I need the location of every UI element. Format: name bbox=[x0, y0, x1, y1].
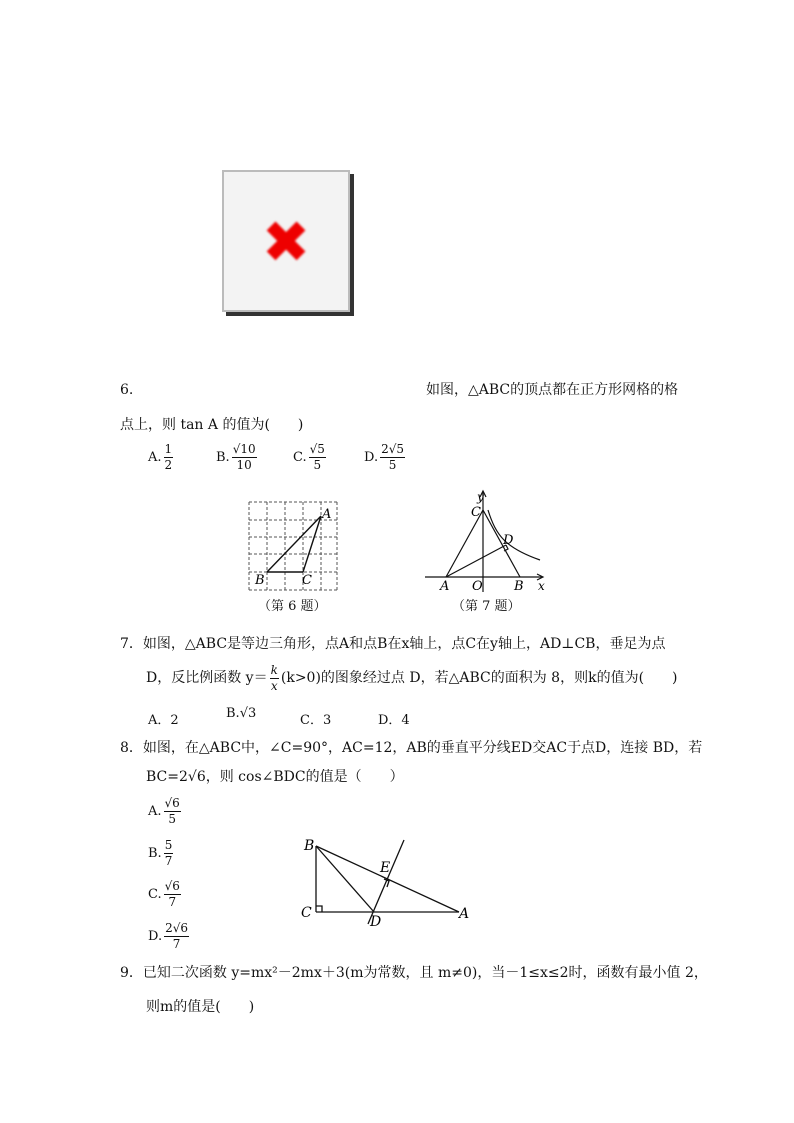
q8-line1: 8．如图，在△ABC中，∠C=90°，AC=12，AB的垂直平分线ED交AC于点D，连接 BD，若 bbox=[120, 740, 703, 756]
q8-line2: BC=2√6，则 cos∠BDC的值是（ ） bbox=[146, 769, 404, 785]
q7-line2: D，反比例函数 y＝ $\frac{k}{x}$ (k>0)的图象经过点 D，若△ABC的面积为 8，则k的值为( ) bbox=[146, 663, 678, 693]
figure-q6-grid bbox=[240, 495, 350, 595]
q7-figure-caption: （第 7 题） bbox=[452, 599, 521, 614]
q7-line1: 7．如图，△ABC是等边三角形，点A和点B在x轴上，点C在y轴上，AD⊥CB，垂足为点 bbox=[120, 636, 666, 652]
q7-option-d: D．4 bbox=[378, 713, 410, 728]
q6-option-c: C. $\frac{√5}{5}$ bbox=[293, 442, 325, 472]
q6-option-a: A. $\frac{1}{2}$ bbox=[148, 442, 173, 472]
q8-option-b: B. $\frac{5}{7}$ bbox=[148, 838, 173, 868]
q7-option-a: A．2 bbox=[148, 713, 179, 728]
figure-q7-axes bbox=[420, 488, 555, 598]
q6-side-ba bbox=[267, 516, 321, 572]
broken-image-placeholder bbox=[222, 170, 350, 312]
q6-text-line2: 点上，则 tan A 的值为( ) bbox=[120, 417, 304, 433]
q6-text-right: 如图，△ABC的顶点都在正方形网格的格 bbox=[426, 382, 679, 398]
q7-label-c: C bbox=[471, 505, 481, 520]
q7-label-o: O bbox=[472, 579, 483, 594]
q9-line2: 则m的值是( ) bbox=[146, 999, 255, 1015]
q7-label-y: y bbox=[477, 490, 484, 504]
q7-label-a: A bbox=[440, 579, 450, 594]
q7-label-x: x bbox=[538, 579, 545, 593]
figure-q8-triangle bbox=[296, 832, 476, 932]
q8-label-c: C bbox=[301, 905, 312, 921]
q6-label-b: B bbox=[255, 573, 265, 588]
q8-option-c: C. $\frac{√6}{7}$ bbox=[148, 879, 180, 909]
q6-number: 6. bbox=[120, 382, 134, 398]
q9-line1: 9．已知二次函数 y=mx²－2mx＋3(m为常数，且 m≠0)，当－1≤x≤2时，函数有最小值 2， bbox=[120, 965, 708, 981]
q7-label-d: D bbox=[503, 533, 514, 548]
q7-label-b: B bbox=[514, 579, 524, 594]
q8-label-b: B bbox=[304, 838, 315, 854]
q7-option-c: C．3 bbox=[300, 713, 332, 728]
broken-image-icon: ✖ bbox=[261, 208, 311, 276]
q7-option-b: B. √3 bbox=[226, 706, 257, 721]
q6-option-d: D. $\frac{2√5}{5}$ bbox=[364, 442, 405, 472]
q6-option-b: B. $\frac{√10}{10}$ bbox=[216, 442, 256, 472]
q8-label-a: A bbox=[459, 906, 470, 922]
q8-label-e: E bbox=[380, 860, 391, 876]
q6-figure-caption: （第 6 题） bbox=[258, 599, 327, 614]
q8-option-d: D. $\frac{2√6}{7}$ bbox=[148, 921, 189, 951]
q8-option-a: A. $\frac{√6}{5}$ bbox=[148, 796, 180, 826]
q8-label-d: D bbox=[370, 914, 382, 930]
q6-label-a: A bbox=[322, 507, 332, 522]
q6-label-c: C bbox=[302, 573, 312, 588]
